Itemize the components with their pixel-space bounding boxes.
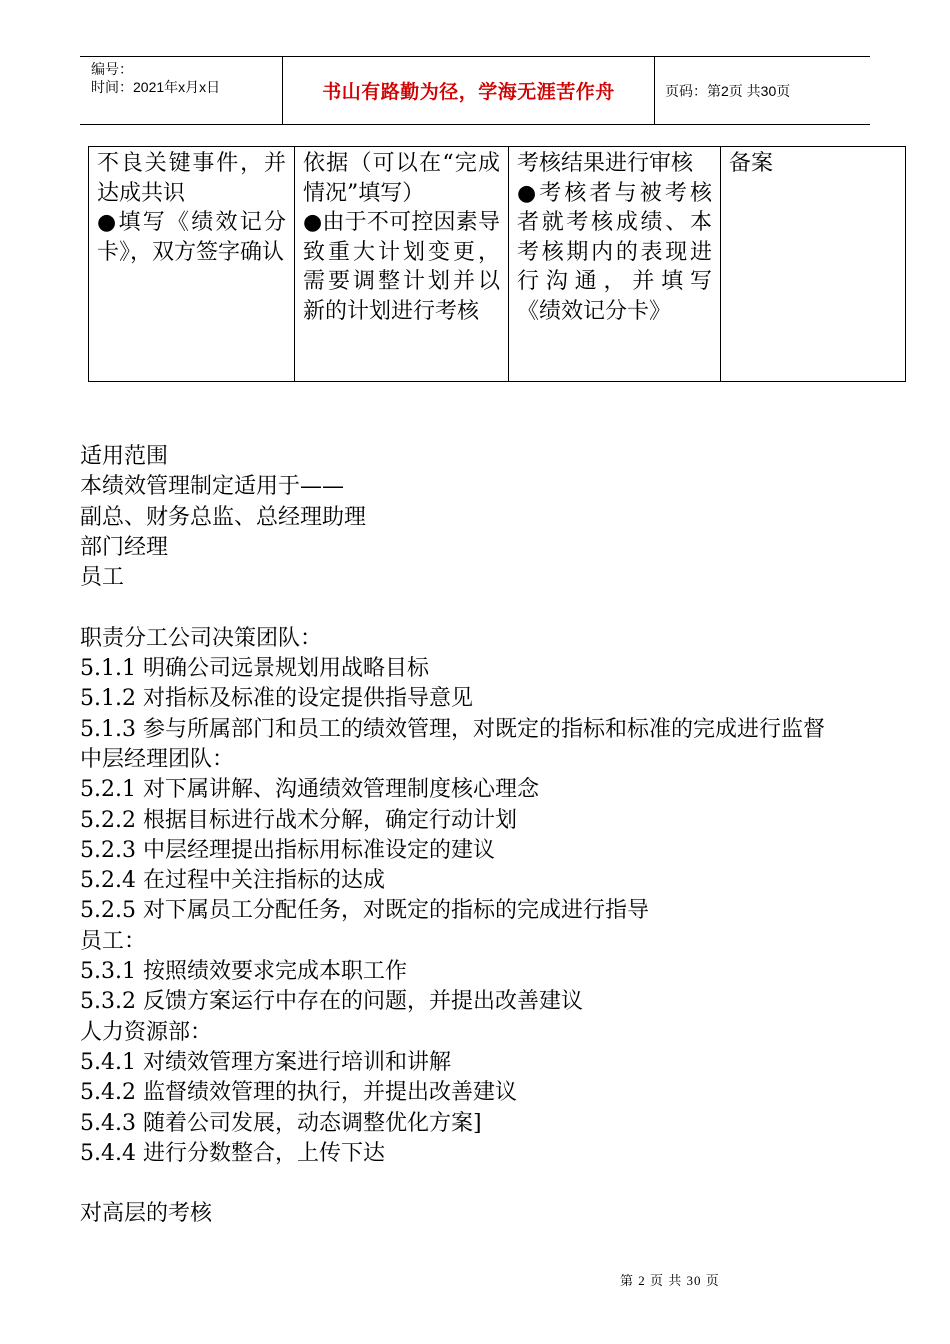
cell-text: ●考核者与被考核者就考核成绩、本考核期内的表现进行沟通，并填写《绩效记分卡》 (517, 180, 712, 324)
list-item: 5.1.2 对指标及标准的设定提供指导意见 (80, 686, 473, 712)
list-item: 部门经理 (80, 534, 169, 560)
header-motto: 书山有路勤为径，学海无涯苦作舟 (283, 57, 655, 124)
list-item: 5.4.1 对绩效管理方案进行培训和讲解 (80, 1049, 451, 1075)
document-time-label: 时间：2021年x月x日 (91, 79, 221, 95)
spacer (80, 1169, 880, 1199)
list-item: 5.4.4 进行分数整合，上传下达 (80, 1140, 385, 1166)
table-cell-key-events (89, 147, 295, 382)
list-item: 员工 (80, 565, 125, 591)
header-page-number: 页码：第2页 共30页 (665, 82, 791, 99)
list-item: 5.2.1 对下属讲解、沟通绩效管理制度核心理念 (80, 777, 539, 803)
list-item: 5.4.2 监督绩效管理的执行，并提出改善建议 (80, 1080, 517, 1106)
table-row (89, 147, 906, 382)
list-item: 5.3.1 按照绩效要求完成本职工作 (80, 959, 407, 985)
subsection-title-middle-managers: 中层经理团队： (80, 746, 235, 772)
cell-text: 依据（可以在“完成情况”填写） (303, 151, 500, 206)
list-item: 副总、财务总监、总经理助理 (80, 504, 367, 530)
cell-text: 考核结果进行审核 (517, 151, 694, 176)
cell-text: 备案 (729, 151, 774, 176)
table-cell-basis (295, 147, 509, 382)
subsection-title-staff: 员工： (80, 928, 147, 954)
list-item: 5.2.3 中层经理提出指标用标准设定的建议 (80, 837, 495, 863)
section-title-senior-assessment: 对高层的考核 (80, 1201, 213, 1227)
scope-intro: 本绩效管理制定适用于—— (80, 474, 345, 500)
document-number-label: 编号： (91, 61, 133, 77)
cell-text: ●由于不可控因素导致重大计划变更，需要调整计划并以新的计划进行考核 (303, 210, 500, 324)
cell-text: ●填写《绩效记分卡》，双方签字确认 (97, 210, 286, 265)
page-footer: 第 2 页 共 30 页 (620, 1273, 720, 1288)
list-item: 5.1.1 明确公司远景规划用战略目标 (80, 656, 429, 682)
subsection-title-hr: 人力资源部： (80, 1019, 213, 1045)
page-header (80, 56, 870, 125)
list-item: 5.3.2 反馈方案运行中存在的问题，并提出改善建议 (80, 989, 583, 1015)
section-title-scope: 适用范围 (80, 444, 169, 469)
header-meta (80, 57, 283, 124)
list-item: 5.2.2 根据目标进行战术分解，确定行动计划 (80, 807, 517, 833)
process-table (88, 146, 906, 382)
cell-text: 不良关键事件，并达成共识 (97, 151, 286, 206)
table-cell-review (509, 147, 721, 382)
table-cell-filing (721, 147, 906, 382)
spacer (80, 593, 880, 623)
list-item: 5.4.3 随着公司发展，动态调整优化方案] (80, 1110, 482, 1136)
list-item: 5.2.4 在过程中关注指标的达成 (80, 868, 385, 894)
list-item: 5.1.3 参与所属部门和员工的绩效管理，对既定的指标和标准的完成进行监督 (80, 716, 825, 742)
document-body (80, 442, 880, 1230)
list-item: 5.2.5 对下属员工分配任务，对既定的指标的完成进行指导 (80, 898, 649, 924)
section-title-duties: 职责分工公司决策团队： (80, 625, 323, 651)
